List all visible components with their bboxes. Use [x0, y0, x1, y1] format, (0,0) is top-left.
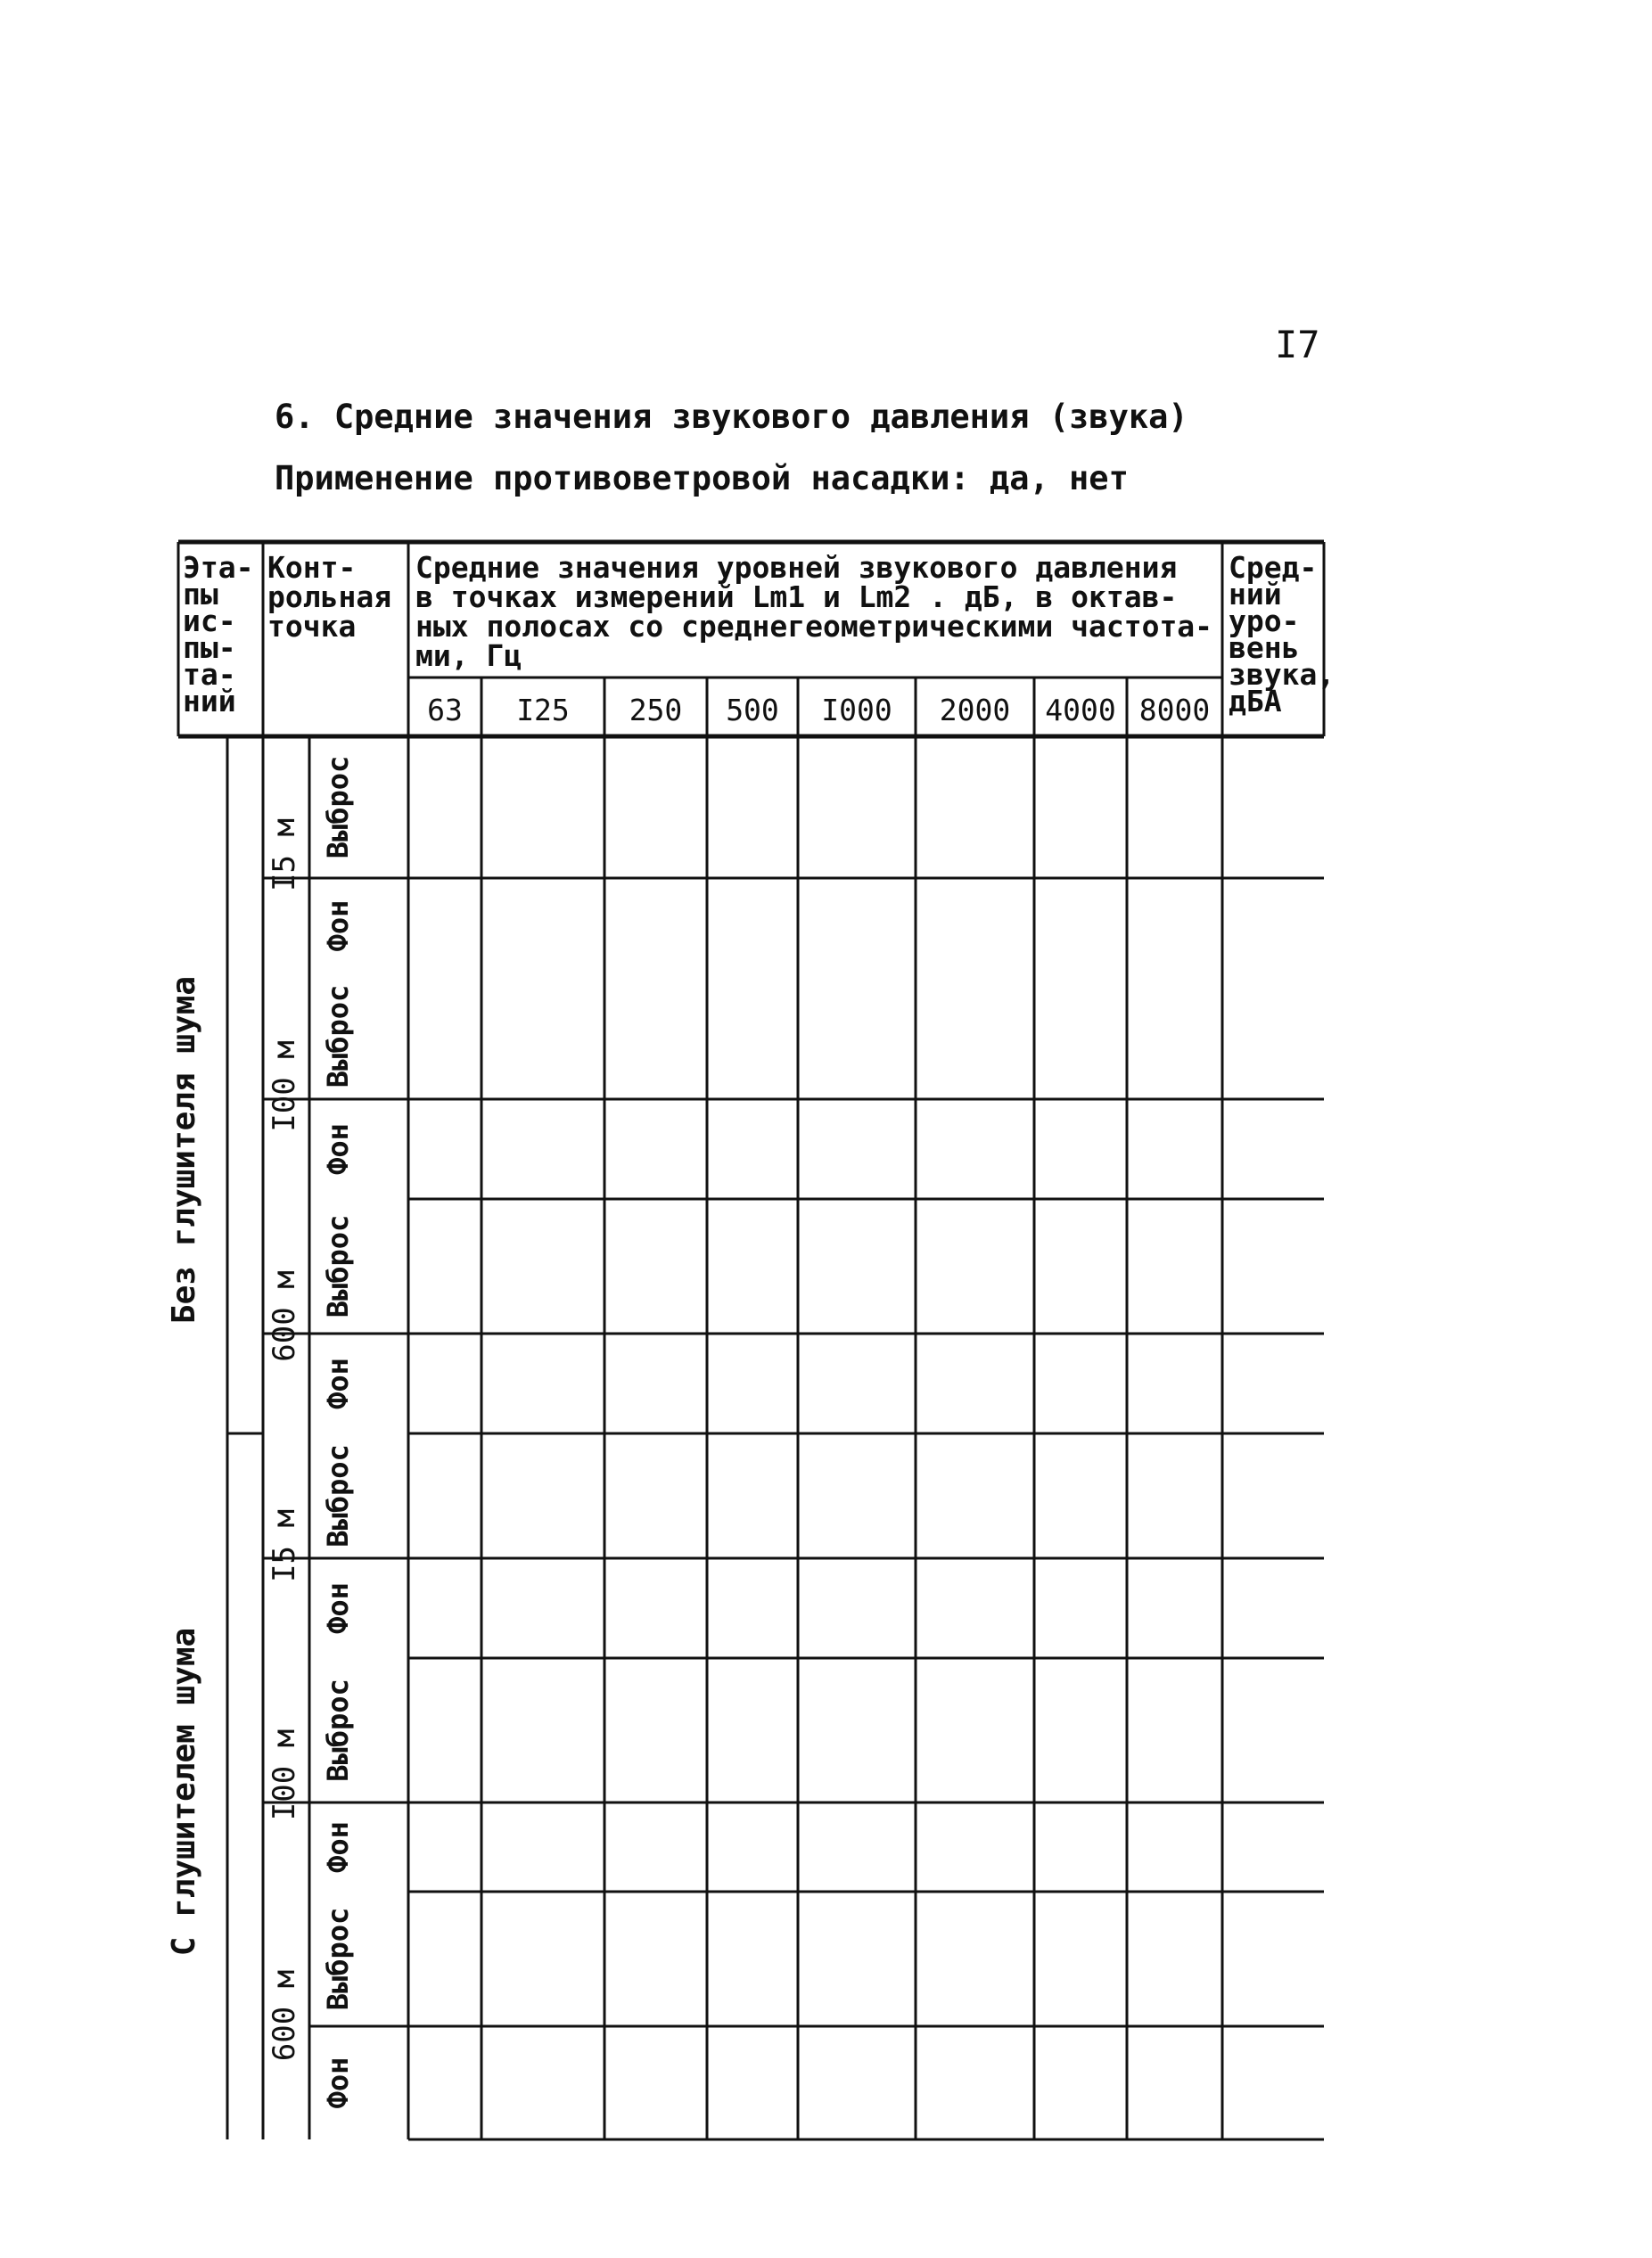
header-stages-line: пы — [183, 577, 218, 612]
header-levels-line: в точках измерений Lm1 и Lm2 . дБ, в октав- — [415, 579, 1178, 614]
row-type-background: Фон — [321, 1821, 355, 1873]
section-heading: 6. Средние значения звукового давления (звука) — [275, 398, 1188, 436]
row-type-emission: Выброс — [321, 984, 355, 1088]
row-type-background: Фон — [321, 899, 355, 952]
frequency-label: I25 — [516, 693, 570, 727]
header-stages-line: пы- — [183, 630, 236, 665]
row-type-background: Фон — [321, 2057, 355, 2109]
frequency-label: 2000 — [939, 693, 1011, 727]
distance-label: 600 м — [267, 1270, 302, 1362]
header-avg-line: звука, — [1229, 657, 1336, 692]
header-avg-line: вень — [1229, 630, 1300, 665]
header-point-line: точка — [267, 609, 357, 644]
frequency-label: 8000 — [1138, 693, 1211, 727]
header-avg-line: дБА — [1229, 684, 1282, 718]
table-labels — [166, 550, 1335, 2108]
row-type-background: Фон — [321, 1358, 355, 1409]
group-label-with-silencer: С глушителем шума — [166, 1627, 202, 1957]
wind-screen-line: Применение противоветровой насадки: да, нет — [275, 459, 1129, 497]
row-type-background: Фон — [321, 1582, 355, 1634]
group-label-without-silencer: Без глушителя шума — [166, 975, 202, 1325]
row-type-emission: Выброс — [321, 755, 355, 859]
distance-label: 600 м — [267, 1969, 302, 2062]
distance-label: I00 м — [267, 1728, 302, 1821]
row-type-emission: Выброс — [321, 1444, 355, 1548]
header-stages-line: Эта- — [183, 550, 254, 585]
header-avg-line: Сред- — [1229, 550, 1318, 585]
header-stages-line: ний — [183, 684, 236, 718]
distance-label: I5 м — [267, 1509, 302, 1582]
header-avg-line: уро- — [1229, 604, 1300, 638]
row-type-emission: Выброс — [321, 1679, 355, 1782]
frequency-label: 63 — [427, 693, 463, 727]
distance-label: I5 м — [267, 818, 302, 891]
header-point-line: рольная — [267, 579, 392, 614]
header-levels-line: ных полосах со среднегеометрическими частота- — [415, 609, 1213, 644]
header-levels-line: ми, Гц — [415, 638, 522, 673]
row-type-emission: Выброс — [321, 1214, 355, 1318]
header-avg-line: ний — [1229, 577, 1282, 612]
header-point-line: Конт- — [267, 550, 357, 585]
row-type-emission: Выброс — [321, 1907, 355, 2011]
header-stages-line: ис- — [183, 604, 236, 638]
frequency-label: 500 — [726, 693, 779, 727]
page-number: I7 — [1275, 323, 1320, 366]
header-levels-line: Средние значения уровней звукового давления — [415, 550, 1178, 585]
distance-label: I00 м — [267, 1040, 302, 1132]
header-stages-line: та- — [183, 657, 236, 692]
row-type-background: Фон — [321, 1123, 355, 1175]
frequency-label: 4000 — [1045, 693, 1116, 727]
frequency-label: 250 — [629, 693, 683, 727]
frequency-label: I000 — [821, 693, 892, 727]
